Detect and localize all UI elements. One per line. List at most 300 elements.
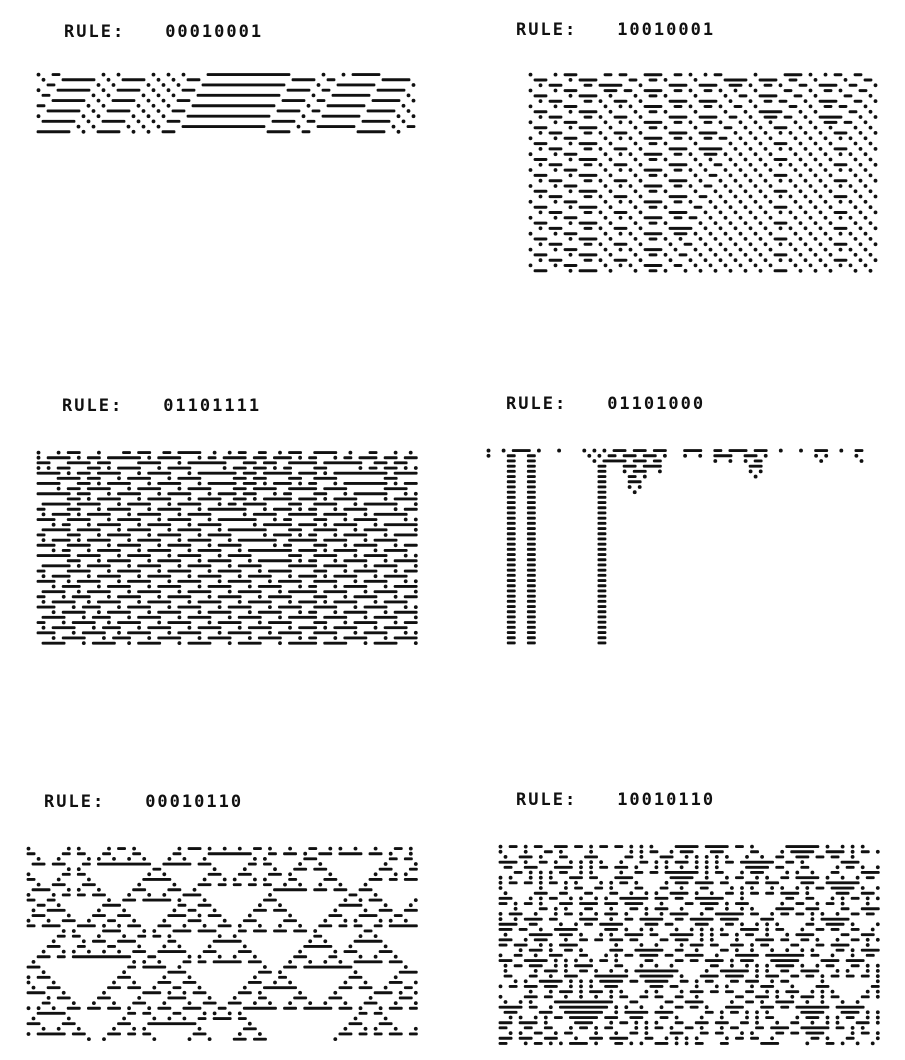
cell-dot [589,959,593,963]
cell-dot [789,195,793,199]
cell-run [272,120,296,123]
cell-run [374,1012,383,1015]
cell-dot [841,1000,845,1004]
cell-run [755,1026,764,1029]
cell-run [836,1006,865,1009]
cell-run [307,120,316,123]
cell-dot [27,981,31,985]
cell-dot [764,242,768,246]
cell-dot [729,221,733,225]
cell-dot [719,179,723,183]
cell-dot [539,211,543,215]
cell-dot [359,934,363,938]
cell-run [72,621,96,624]
cell-run [339,1033,353,1036]
cell-run [614,132,628,135]
cell-run [544,850,553,853]
cell-run [695,897,724,900]
cell-run [374,924,383,927]
cell-dot [278,615,282,619]
cell-dot [117,73,121,77]
cell-dot [308,960,312,964]
cell-dot [67,1017,71,1021]
cell-run [650,850,659,853]
cell-run [77,554,101,557]
cell-run [509,845,518,848]
cell-dot [819,163,823,167]
cell-run [579,126,598,129]
cell-dot [735,938,739,942]
cell-dot [705,871,709,875]
cell-dot [664,78,668,82]
cell-dot [814,253,818,257]
cell-run [354,570,378,573]
cell-run [27,852,36,855]
cell-dot [162,893,166,897]
cell-run [720,1042,729,1045]
cell-dot [198,636,202,640]
cell-dot [856,1041,860,1045]
cell-dot [524,860,528,864]
cell-run [598,636,607,639]
rule-word: RULE: [516,20,578,40]
cell-dot [876,896,880,900]
cell-dot [804,147,808,151]
cell-dot [569,979,573,983]
cell-dot [589,984,593,988]
cell-dot [754,168,758,172]
cell-run [62,1022,76,1025]
cell-dot [619,168,623,172]
cell-dot [849,184,853,188]
cell-dot [809,200,813,204]
cell-dot [62,595,66,599]
cell-dot [809,264,813,268]
cell-run [142,966,166,969]
cell-dot [759,126,763,130]
cell-dot [589,871,593,875]
cell-run [52,99,86,102]
cell-dot [859,242,863,246]
cell-dot [273,867,277,871]
cell-run [303,1007,332,1010]
cell-dot [874,147,878,151]
cell-dot [820,995,824,999]
cell-dot [684,269,688,273]
cell-run [554,928,578,931]
cell-run [527,631,536,634]
cell-dot [644,891,648,895]
cell-dot [815,902,819,906]
cell-dot [809,232,813,236]
cell-dot [794,136,798,140]
cell-run [233,498,247,501]
cell-dot [333,533,337,537]
cell-dot [537,449,541,453]
cell-run [47,909,66,912]
cell-dot [268,631,272,635]
cell-dot [619,105,623,109]
cell-dot [529,1000,533,1004]
cell-dot [680,865,684,869]
cell-dot [364,538,368,542]
cell-run [183,1007,202,1010]
cell-dot [487,454,491,458]
cell-dot [715,984,719,988]
cell-dot [258,903,262,907]
cell-dot [208,996,212,1000]
cell-dot [654,964,658,968]
cell-dot [62,991,66,995]
cell-dot [238,1011,242,1015]
cell-run [685,1001,704,1004]
cell-dot [814,94,818,98]
cell-run [679,253,688,256]
cell-run [527,460,536,463]
cell-dot [755,964,759,968]
cell-run [639,918,663,921]
cell-dot [263,482,267,486]
cell-dot [804,163,808,167]
cell-dot [669,258,673,262]
cell-run [52,575,71,578]
cell-run [559,902,573,905]
cell-dot [614,943,618,947]
cell-dot [779,449,783,453]
cell-dot [744,237,748,241]
cell-dot [754,89,758,93]
cell-run [137,461,161,464]
cell-dot [534,1016,538,1020]
cell-dot [502,449,506,453]
cell-run [784,89,793,92]
cell-run [816,944,825,947]
cell-dot [152,986,156,990]
cell-run [379,909,393,912]
cell-run [527,553,536,556]
cell-dot [745,1016,749,1020]
cell-run [72,955,131,958]
cell-dot [876,1021,880,1025]
cell-dot [876,990,880,994]
cell-run [92,642,116,645]
cell-dot [162,99,166,103]
cell-run [37,595,46,598]
cell-run [122,78,146,81]
cell-dot [559,1041,563,1045]
cell-dot [323,960,327,964]
cell-dot [579,871,583,875]
cell-dot [604,896,608,900]
cell-run [87,477,101,480]
cell-run [598,496,607,499]
cell-run [354,518,378,521]
cell-run [268,873,282,876]
cell-dot [769,200,773,204]
cell-dot [715,860,719,864]
cell-run [554,1016,563,1019]
cell-dot [412,83,416,87]
cell-run [589,990,603,993]
cell-dot [764,131,768,135]
cell-run [117,847,126,850]
cell-dot [564,886,568,890]
cell-run [598,605,607,608]
rule-label [516,790,715,810]
cell-run [42,528,71,531]
cell-dot [228,1011,232,1015]
cell-dot [874,83,878,87]
cell-run [107,611,131,614]
cell-run [313,528,337,531]
cell-dot [203,878,207,882]
cell-dot [579,984,583,988]
cell-run [37,606,56,609]
cell-dot [660,1005,664,1009]
cell-run [774,253,788,256]
cell-dot [127,564,131,568]
cell-dot [779,211,783,215]
cell-run [187,115,271,118]
cell-dot [725,984,729,988]
cell-dot [614,1005,618,1009]
cell-dot [203,1011,207,1015]
cell-dot [869,189,873,193]
cell-run [603,460,627,463]
cell-run [323,564,347,567]
cell-run [670,985,679,988]
cell-dot [404,631,408,635]
cell-dot [182,991,186,995]
cell-dot [414,981,418,985]
cell-run [624,89,633,92]
cell-dot [298,559,302,563]
cell-run [604,902,618,905]
cell-dot [675,928,679,932]
cell-run [328,955,337,958]
cell-dot [137,104,141,108]
cell-dot [839,89,843,93]
cell-dot [127,1006,131,1010]
cell-dot [815,938,819,942]
cell-run [554,845,568,848]
cell-run [127,986,141,989]
cell-run [861,995,870,998]
cell-run [700,1032,709,1035]
cell-run [67,461,91,464]
cell-dot [715,865,719,869]
cell-dot [374,1027,378,1031]
cell-dot [302,114,306,118]
cell-dot [253,497,257,501]
cell-dot [278,590,282,594]
cell-dot [795,886,799,890]
cell-run [213,1017,232,1020]
cell-dot [52,981,56,985]
cell-run [614,259,628,262]
cell-dot [82,641,86,645]
cell-dot [874,99,878,103]
cell-dot [810,990,814,994]
cell-run [856,1021,870,1024]
cell-dot [333,908,337,912]
cell-dot [107,466,111,470]
cell-run [644,200,663,203]
cell-dot [519,1016,523,1020]
cell-dot [208,621,212,625]
cell-dot [846,969,850,973]
cell-dot [333,610,337,614]
cell-run [780,1006,789,1009]
cell-run [584,116,593,119]
cell-run [709,174,718,177]
cell-run [298,549,317,552]
cell-run [598,512,607,515]
cell-run [598,579,607,582]
cell-dot [839,168,843,172]
cell-dot [819,131,823,135]
cell-dot [288,981,292,985]
cell-dot [859,163,863,167]
cell-run [117,914,131,917]
cell-dot [569,174,573,178]
cell-dot [745,964,749,968]
cell-dot [177,564,181,568]
cell-dot [539,855,543,859]
cell-run [322,89,331,92]
cell-dot [851,953,855,957]
cell-run [233,883,242,886]
cell-dot [198,1027,202,1031]
cell-dot [724,200,728,204]
cell-run [784,116,793,119]
cell-dot [137,497,141,501]
cell-dot [599,195,603,199]
cell-dot [685,1041,689,1045]
cell-dot [859,131,863,135]
cell-dot [379,919,383,923]
cell-dot [604,136,608,140]
cell-dot [634,174,638,178]
cell-run [794,94,803,97]
cell-run [710,964,719,967]
cell-run [102,930,121,933]
cell-run [32,914,46,917]
cell-run [389,981,403,984]
cell-dot [374,626,378,630]
cell-run [644,264,663,267]
cell-dot [92,626,96,630]
cell-dot [639,258,643,262]
cell-run [775,1032,784,1035]
automaton-grid [498,844,880,1046]
cell-dot [599,179,603,183]
cell-run [754,449,768,452]
cell-dot [644,1026,648,1030]
cell-dot [579,990,583,994]
cell-run [167,621,191,624]
cell-dot [695,979,699,983]
cell-run [208,637,232,640]
cell-run [839,105,848,108]
cell-run [861,1032,870,1035]
cell-dot [92,1001,96,1005]
cell-dot [814,269,818,273]
cell-run [333,472,387,475]
cell-dot [152,929,156,933]
cell-dot [328,872,332,876]
cell-run [37,904,46,907]
cell-dot [794,232,798,236]
cell-run [831,887,855,890]
cell-dot [147,482,151,486]
cell-run [404,456,418,459]
cell-dot [554,264,558,268]
cell-dot [634,142,638,146]
cell-dot [323,939,327,943]
cell-dot [554,907,558,911]
cell-dot [634,1026,638,1030]
cell-run [147,955,156,958]
cell-run [47,110,81,113]
cell-run [527,527,536,530]
cell-run [117,492,141,495]
cell-run [704,153,718,156]
cell-run [770,1026,789,1029]
cell-dot [157,518,161,522]
cell-run [534,845,543,848]
cell-run [208,873,222,876]
cell-run [359,1012,368,1015]
cell-dot [539,179,543,183]
cell-dot [715,855,719,859]
cell-run [177,477,201,480]
cell-run [834,259,848,262]
cell-dot [559,922,563,926]
cell-run [127,503,151,506]
cell-dot [609,110,613,114]
cell-run [690,990,704,993]
cell-run [725,892,734,895]
cell-run [263,863,272,866]
cell-run [507,532,516,535]
cell-dot [819,147,823,151]
cell-run [650,933,659,936]
cell-dot [694,189,698,193]
cell-run [507,553,516,556]
cell-dot [709,248,713,252]
cell-dot [814,110,818,114]
cell-dot [841,896,845,900]
cell-dot [238,847,242,851]
cell-run [695,1021,709,1024]
cell-dot [644,907,648,911]
cell-dot [589,860,593,864]
cell-run [374,539,398,542]
cell-run [37,631,56,634]
cell-dot [750,907,754,911]
cell-run [589,1037,603,1040]
cell-dot [87,950,91,954]
cell-dot [804,258,808,262]
cell-run [649,158,658,161]
cell-run [313,554,337,557]
cell-run [117,595,141,598]
cell-run [359,888,373,891]
cell-dot [188,1001,192,1005]
cell-dot [564,907,568,911]
cell-dot [188,1037,192,1041]
